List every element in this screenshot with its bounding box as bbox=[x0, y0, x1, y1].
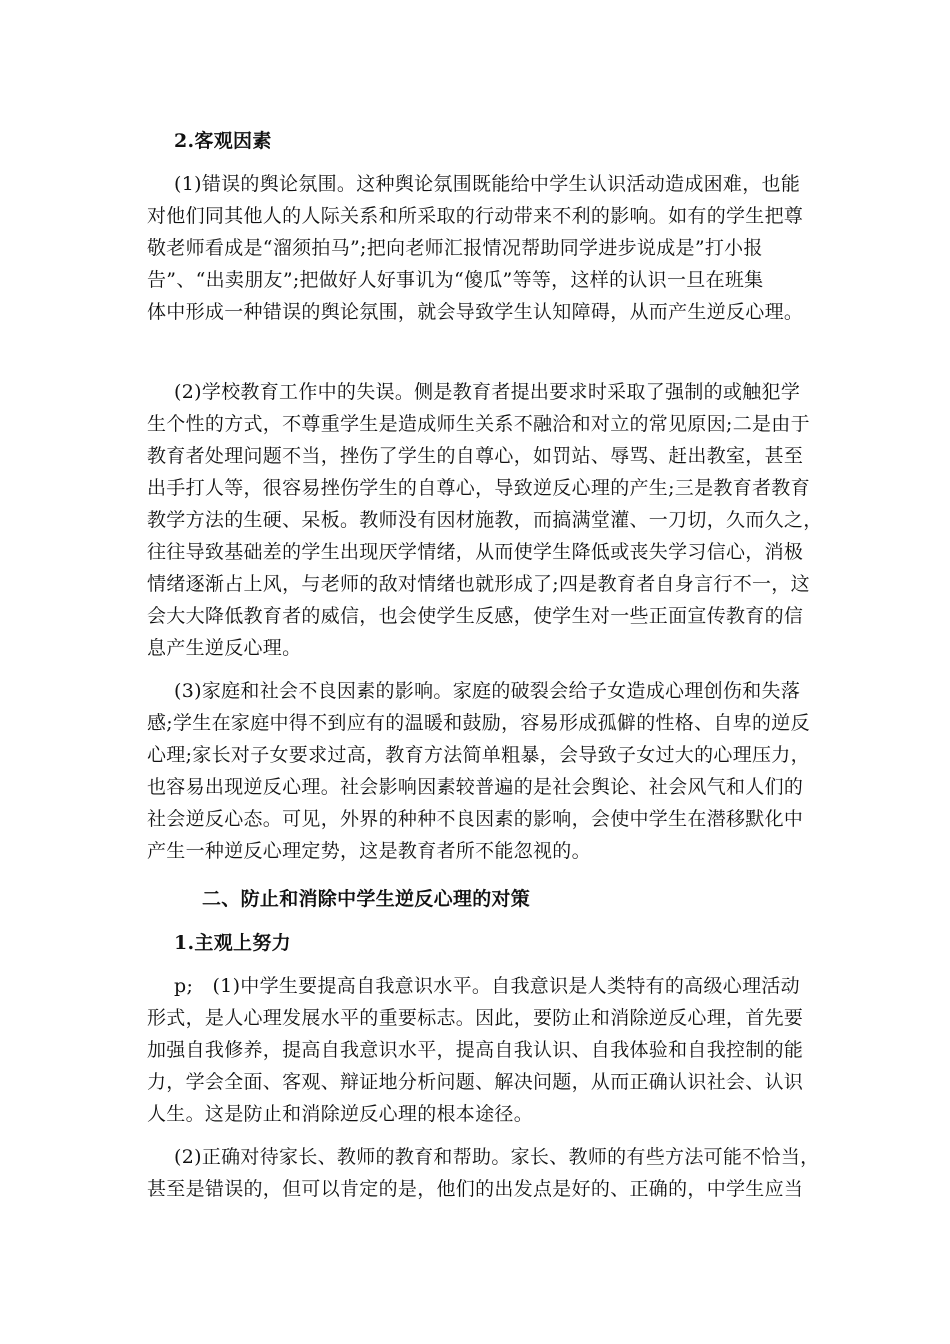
paragraph-line: 情绪逐渐占上风，与老师的敌对情绪也就形成了;四是教育者自身言行不一，这 bbox=[147, 573, 810, 595]
paragraph-line: 人生。这是防止和消除逆反心理的根本途径。 bbox=[147, 1103, 534, 1125]
paragraph-line: 形式，是人心理发展水平的重要标志。因此，要防止和消除逆反心理，首先要 bbox=[147, 1007, 804, 1029]
paragraph-line: 往往导致基础差的学生出现厌学情绪，从而使学生降低或丧失学习信心，消极 bbox=[147, 541, 804, 563]
section-heading-subjective: 1.主观上努力 bbox=[174, 932, 291, 954]
paragraph-line: (1)错误的舆论氛围。这种舆论氛围既能给中学生认识活动造成困难，也能 bbox=[174, 173, 801, 195]
paragraph-line: (2)学校教育工作中的失误。侧是教育者提出要求时采取了强制的或触犯学 bbox=[174, 381, 801, 403]
paragraph-line: 教育者处理问题不当，挫伤了学生的自尊心，如罚站、辱骂、赶出教室，甚至 bbox=[147, 445, 804, 467]
paragraph-line: 生个性的方式，不尊重学生是造成师生关系不融洽和对立的常见原因;二是由于 bbox=[147, 413, 810, 435]
paragraph-line: 社会逆反心态。可见，外界的种种不良因素的影响，会使中学生在潜移默化中 bbox=[147, 808, 804, 830]
section-heading-objective: 2.客观因素 bbox=[174, 130, 272, 152]
paragraph-line: 体中形成一种错误的舆论氛围，就会导致学生认知障碍，从而产生逆反心理。 bbox=[147, 301, 804, 323]
paragraph-line: 甚至是错误的，但可以肯定的是，他们的出发点是好的、正确的，中学生应当 bbox=[147, 1178, 804, 1200]
paragraph-line: 对他们同其他人的人际关系和所采取的行动带来不利的影响。如有的学生把尊 bbox=[147, 205, 804, 227]
paragraph-line: 教学方法的生硬、呆板。教师没有因材施教，而搞满堂灌、一刀切，久而久之， bbox=[147, 509, 823, 531]
section-heading-countermeasures: 二、防止和消除中学生逆反心理的对策 bbox=[202, 888, 531, 910]
paragraph-line: 感;学生在家庭中得不到应有的温暖和鼓励，容易形成孤僻的性格、自卑的逆反 bbox=[147, 712, 810, 734]
paragraph-line: 出手打人等，很容易挫伤学生的自尊心，导致逆反心理的产生;三是教育者教育 bbox=[147, 477, 810, 499]
paragraph-line: 心理;家长对子女要求过高，教育方法简单粗暴，会导致子女过大的心理压力， bbox=[147, 744, 810, 766]
paragraph-line: 力，学会全面、客观、辩证地分析问题、解决问题，从而正确认识社会、认识 bbox=[147, 1071, 804, 1093]
paragraph-line: 会大大降低教育者的威信，也会使学生反感，使学生对一些正面宣传教育的信 bbox=[147, 605, 804, 627]
paragraph-line: 息产生逆反心理。 bbox=[147, 637, 302, 659]
paragraph-line: (2)正确对待家长、教师的教育和帮助。家长、教师的有些方法可能不恰当， bbox=[174, 1146, 820, 1168]
paragraph-line: 告”、“出卖朋友”;把做好人好事讥为“傻瓜”等等，这样的认识一旦在班集 bbox=[147, 269, 764, 291]
paragraph-line: 加强自我修养，提高自我意识水平，提高自我认识、自我体验和自我控制的能 bbox=[147, 1039, 804, 1061]
paragraph-line: 也容易出现逆反心理。社会影响因素较普遍的是社会舆论、社会风气和人们的 bbox=[147, 776, 804, 798]
paragraph-line: (3)家庭和社会不良因素的影响。家庭的破裂会给子女造成心理创伤和失落 bbox=[174, 680, 801, 702]
paragraph-line: 敬老师看成是“溜须拍马”;把向老师汇报情况帮助同学进步说成是”打小报 bbox=[147, 237, 763, 259]
paragraph-line: 产生一种逆反心理定势，这是教育者所不能忽视的。 bbox=[147, 840, 591, 862]
paragraph-line: p; (1)中学生要提高自我意识水平。自我意识是人类特有的高级心理活动 bbox=[174, 975, 800, 997]
